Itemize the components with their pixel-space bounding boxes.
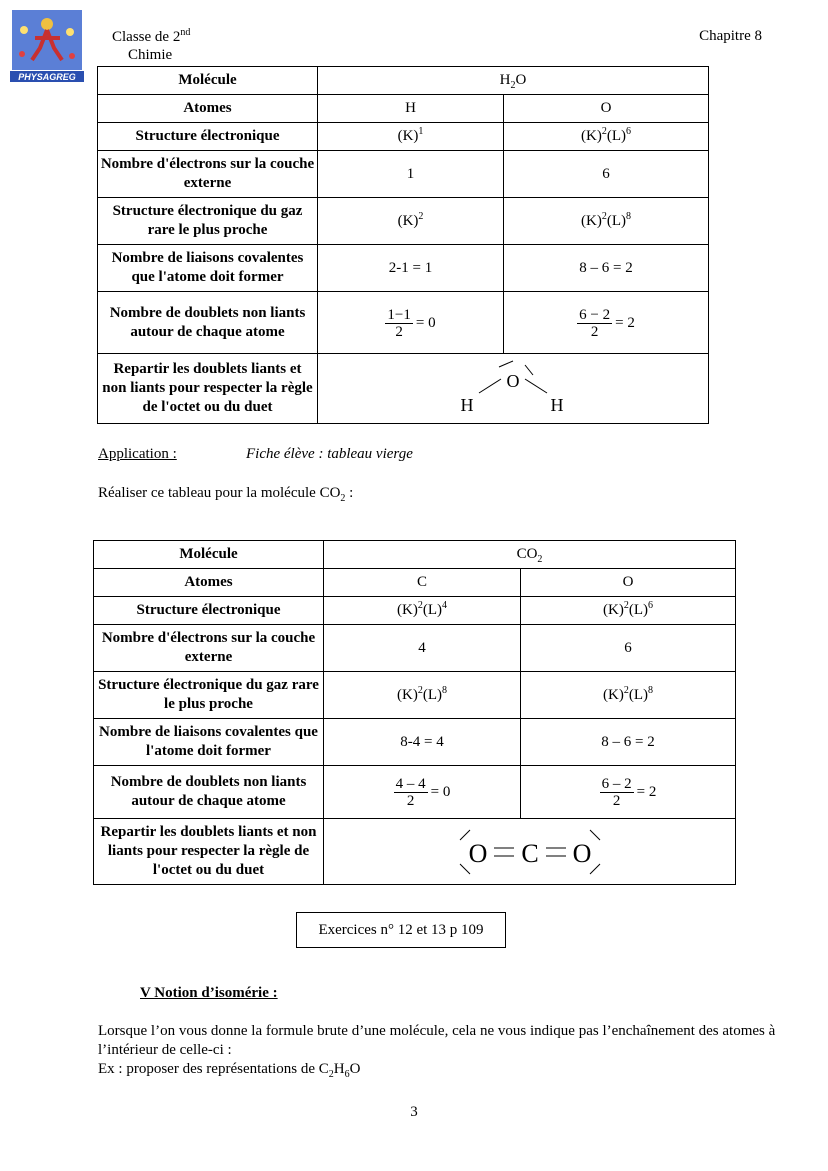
row-label: Nombre de doublets non liants autour de chaque atome <box>94 766 324 819</box>
cell: 8-4 = 4 <box>324 719 521 766</box>
instruction-text: Réaliser ce tableau pour la molécule $CO_2$ : <box>98 485 354 504</box>
exercises-box: Exercices n° 12 et 13 p 109 <box>296 912 506 948</box>
row-label: Repartir les doublets liants et non liants pour respecter la règle de l'octet ou du duet <box>98 354 318 424</box>
cell: 8 – 6 = 2 <box>504 245 709 292</box>
cell: 6 <box>504 151 709 198</box>
example-line: Ex : proposer des représentations de $C_2H_6O$ <box>98 1061 361 1080</box>
row-label: Repartir les doublets liants et non liants pour respecter la règle de l'octet ou du duet <box>94 819 324 885</box>
cell: O <box>521 569 736 597</box>
co2-lewis-structure <box>450 826 610 878</box>
cell: $(K)^2(L)^6$ <box>504 123 709 151</box>
cell: $(K)^1$ <box>318 123 504 151</box>
lewis-cell <box>318 354 709 424</box>
row-label: Atomes <box>98 95 318 123</box>
row-label: Structure électronique <box>98 123 318 151</box>
atom-o-right: O <box>572 838 591 868</box>
cell <box>504 292 709 354</box>
cell: $(K)^2(L)^4$ <box>324 597 521 625</box>
row-label: Nombre de doublets non liants autour de chaque atome <box>98 292 318 354</box>
cell <box>318 292 504 354</box>
row-label: Molécule <box>98 67 318 95</box>
row-label: Molécule <box>94 541 324 569</box>
co2-table <box>93 540 736 885</box>
cell: O <box>504 95 709 123</box>
row-label: Structure électronique du gaz rare le plus proche <box>98 198 318 245</box>
cell: 4 <box>324 625 521 672</box>
cell: $(K)^2(L)^8$ <box>521 672 736 719</box>
atom-h-left: H <box>460 394 474 415</box>
cell: 1 <box>318 151 504 198</box>
h2o-lewis-structure <box>433 359 593 419</box>
row-label: Structure électronique du gaz rare le plus proche <box>94 672 324 719</box>
row-label: Nombre d'électrons sur la couche externe <box>94 625 324 672</box>
row-label: Nombre de liaisons covalentes que l'atome doit former <box>94 719 324 766</box>
cell: C <box>324 569 521 597</box>
h2o-table <box>97 66 709 424</box>
row-label: Nombre de liaisons covalentes que l'atome doit former <box>98 245 318 292</box>
fraction: $\frac{1-1}{2}$ = 0 <box>387 306 436 340</box>
cell: H <box>318 95 504 123</box>
application-note: Fiche élève : tableau vierge <box>246 446 413 462</box>
fraction: $\frac{6 - 2}{2}$ = 2 <box>579 306 635 340</box>
atom-c: C <box>520 838 539 868</box>
fraction: $\frac{6 - 2}{2}$ = 2 <box>601 776 657 809</box>
molecule-formula: $H_2O$ <box>318 67 709 95</box>
cell: 2-1 = 1 <box>318 245 504 292</box>
header-chapter: Chapitre 8 <box>699 28 762 44</box>
svg-text:PHYSAGREG: PHYSAGREG <box>18 72 76 82</box>
header-class: Classe de 2nd Chimie <box>112 27 191 63</box>
atom-o: O <box>506 370 520 391</box>
cell: $(K)^2$ <box>318 198 504 245</box>
fraction: $\frac{4 - 4}{2}$ = 0 <box>395 776 451 809</box>
cell: 8 – 6 = 2 <box>521 719 736 766</box>
section-title: V Notion d’isomérie : <box>140 985 278 1001</box>
row-label: Nombre d'électrons sur la couche externe <box>98 151 318 198</box>
application-label: Application : <box>98 446 177 462</box>
section-paragraph: Lorsque l’on vous donne la formule brute d’une molécule, cela ne vous indique pas l’enchaînement des atomes à l’intérieur de celle-ci : Ex : proposer des représentations de $C_2H_6O$ <box>98 1022 778 1079</box>
row-label: Atomes <box>94 569 324 597</box>
atom-h-right: H <box>550 394 564 415</box>
header-subject: Chimie <box>128 47 173 63</box>
physagreg-logo <box>10 10 84 82</box>
row-label: Structure électronique <box>94 597 324 625</box>
lewis-cell <box>324 819 736 885</box>
cell: $(K)^2(L)^8$ <box>504 198 709 245</box>
cell: 6 <box>521 625 736 672</box>
cell: $(K)^2(L)^8$ <box>324 672 521 719</box>
cell <box>324 766 521 819</box>
page-number: 3 <box>410 1104 418 1120</box>
cell: $(K)^2(L)^6$ <box>521 597 736 625</box>
molecule-formula: $CO_2$ <box>324 541 736 569</box>
atom-o-left: O <box>468 838 487 868</box>
cell <box>521 766 736 819</box>
